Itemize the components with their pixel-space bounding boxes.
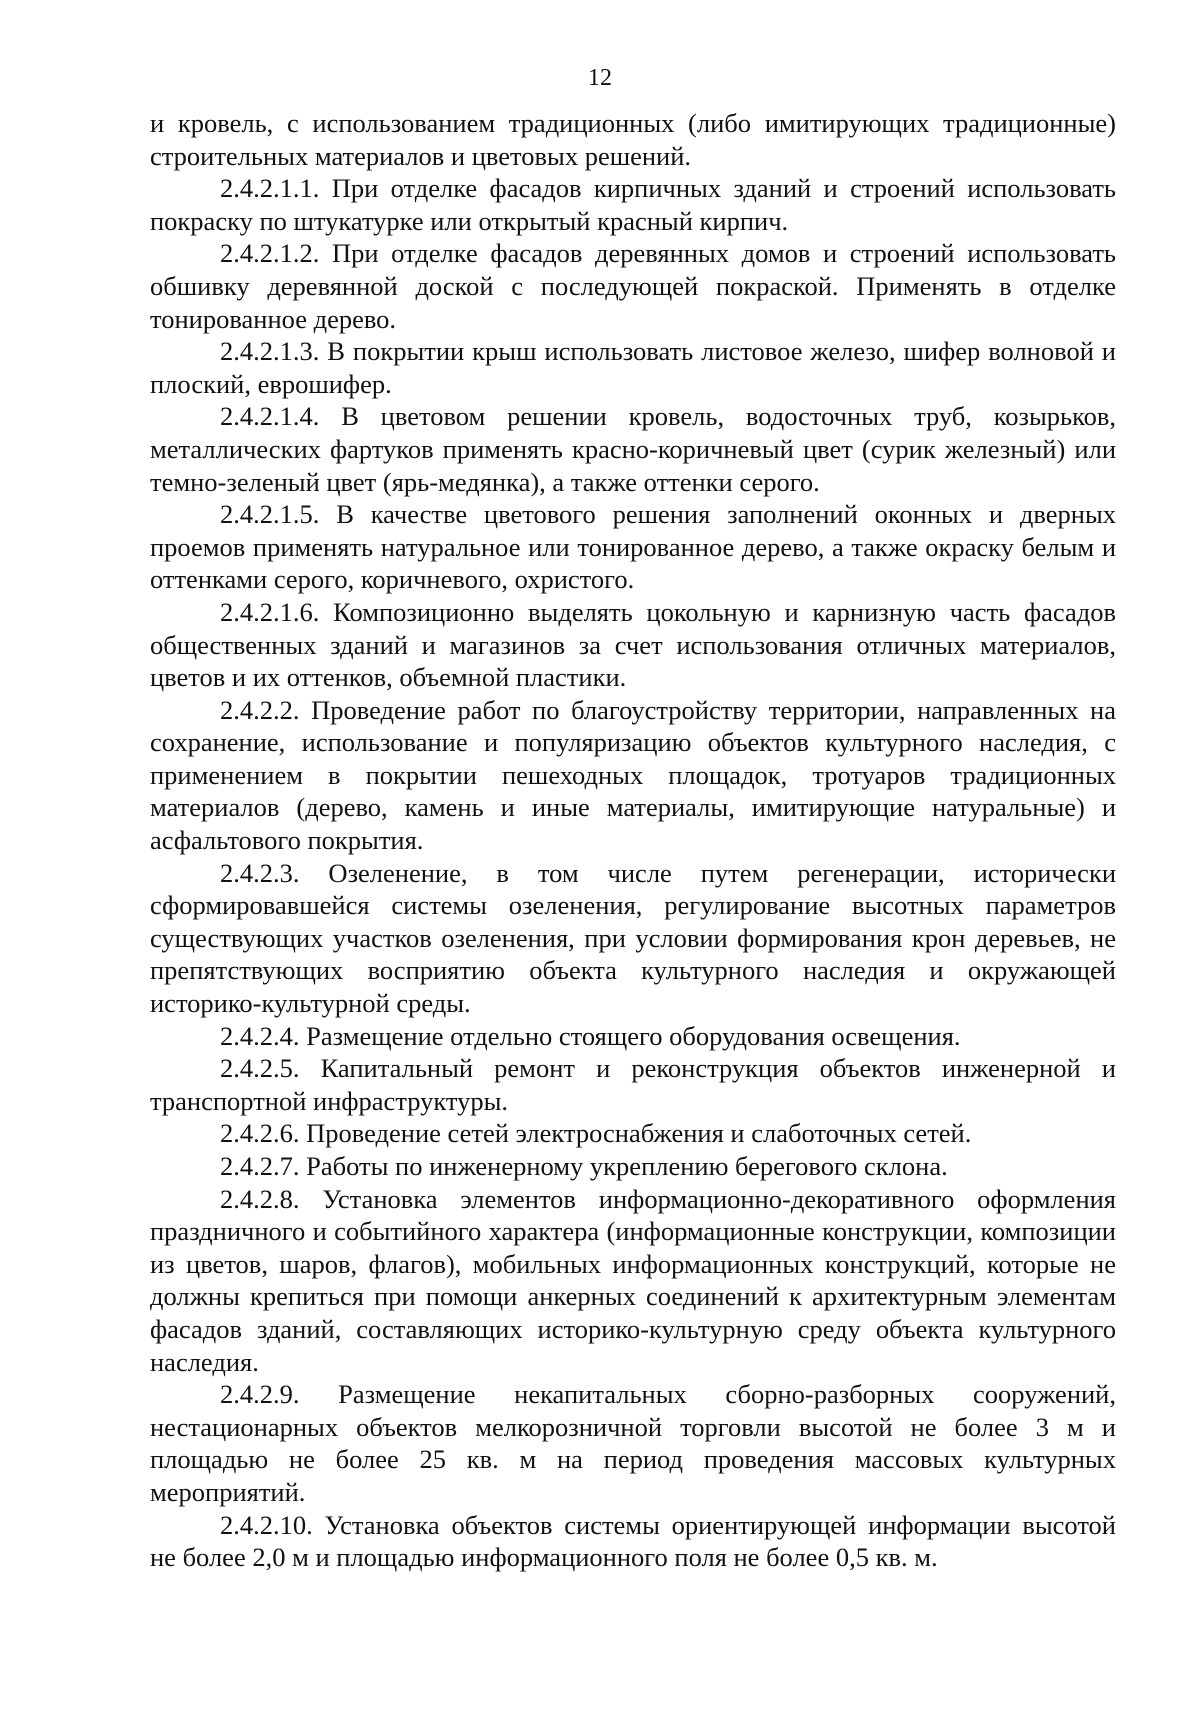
paragraph-2-4-2-3: 2.4.2.3. Озеленение, в том числе путем регенерации, исторически сформировавшейся системы озеленения, регулирование высотных параметров существующих участков озеленения, при условии формирования крон деревьев, не препятствующих восприятию объекта культурного наследия и окружающей историко-культурной среды. (150, 857, 1116, 1019)
paragraph-2-4-2-10: 2.4.2.10. Установка объектов системы ориентирующей информации высотой не более 2,0 м и площадью информационного поля не более 0,5 кв. м. (150, 1509, 1116, 1573)
paragraph-2-4-2-4: 2.4.2.4. Размещение отдельно стоящего оборудования освещения. (220, 1020, 961, 1051)
paragraph-2-4-2-1-5: 2.4.2.1.5. В качестве цветового решения заполнений оконных и дверных проемов применять натуральное или тонированное дерево, а также окраску белым и оттенками серого, коричневого, охристого. (150, 499, 1116, 595)
paragraph-2-4-2-9: 2.4.2.9. Размещение некапитальных сборно-разборных сооружений, нестационарных объектов мелкорозничной торговли высотой не более 3 м и площадью не более 25 кв. м на период проведения массовых культурных мероприятий. (150, 1379, 1116, 1507)
paragraph-2-4-2-1-4: 2.4.2.1.4. В цветовом решении кровель, водосточных труб, козырьков, металлических фартуков применять красно-коричневый цвет (сурик железный) или темно-зеленый цвет (ярь-медянка), а также оттенки серого. (150, 401, 1116, 497)
paragraph-2-4-2-6: 2.4.2.6. Проведение сетей электроснабжения и слаботочных сетей. (220, 1118, 972, 1149)
paragraph-2-4-2-1-1: 2.4.2.1.1. При отделке фасадов кирпичных зданий и строений использовать покраску по штукатурке или открытый красный кирпич. (150, 173, 1116, 236)
paragraph-2-4-2-7: 2.4.2.7. Работы по инженерному укреплению берегового склона. (220, 1151, 948, 1181)
paragraph-2-4-2-8: 2.4.2.8. Установка элементов информационно-декоративного оформления праздничного и событийного характера (информационные конструкции, композиции из цветов, шаров, флагов), мобильных информационных конструкций, которые не должны крепиться при помощи анкерных соединений к архитектурным элементам фасадов зданий, составляющих историко-культурную среду объекта культурного наследия. (150, 1183, 1116, 1377)
paragraph-continuation: и кровель, с использованием традиционных (либо имитирующих традиционные) строительных материалов и цветовых решений. (150, 108, 1116, 171)
paragraph-2-4-2-2: 2.4.2.2. Проведение работ по благоустройству территории, направленных на сохранение, использование и популяризацию объектов культурного наследия, с применением в покрытии пешеходных площадок, тротуаров традиционных материалов (дерево, камень и иные материалы, имитирующие натуральные) и асфальтового покрытия. (150, 694, 1116, 856)
paragraph-2-4-2-1-6: 2.4.2.1.6. Композиционно выделять цокольную и карнизную часть фасадов общественных зданий и магазинов за счет использования отличных материалов, цветов и их оттенков, объемной пластики. (150, 596, 1116, 693)
page-number: 12 (588, 65, 612, 91)
document-body (150, 107, 1116, 1574)
paragraph-2-4-2-5: 2.4.2.5. Капитальный ремонт и реконструкция объектов инженерной и транспортной инфраструктуры. (150, 1053, 1116, 1116)
paragraph-2-4-2-1-3: 2.4.2.1.3. В покрытии крыш использовать листовое железо, шифер волновой и плоский, еврошифер. (150, 336, 1116, 399)
paragraph-2-4-2-1-2: 2.4.2.1.2. При отделке фасадов деревянных домов и строений использовать обшивку деревянной доской с последующей покраской. Применять в отделке тонированное дерево. (150, 238, 1116, 334)
